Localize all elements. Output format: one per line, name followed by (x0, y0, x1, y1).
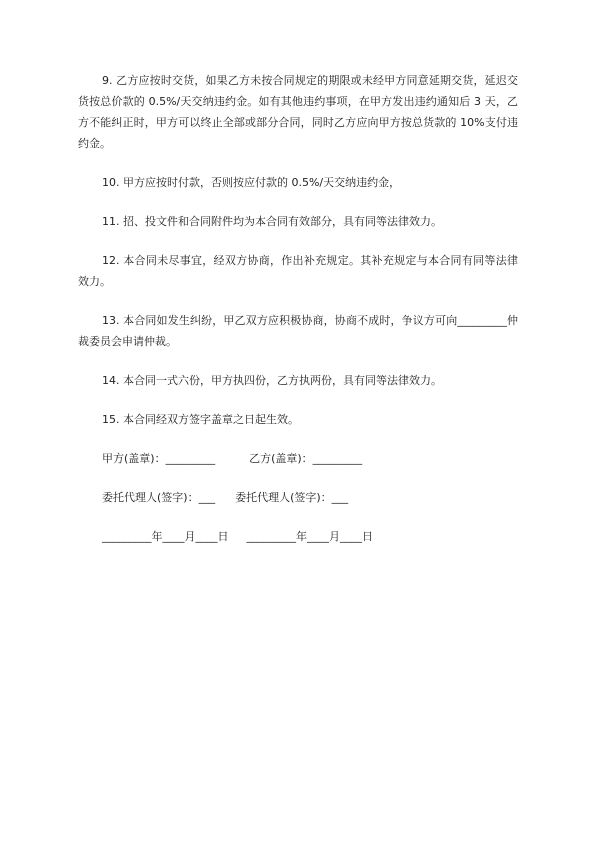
party-a-date: _________年____月____日 (102, 530, 229, 543)
spacer (78, 352, 518, 370)
spacer (78, 469, 518, 487)
date-row (78, 526, 518, 547)
spacer (78, 154, 518, 172)
clause-11: 11. 招、投文件和合同附件均为本合同有效部分，具有同等法律效力。 (102, 215, 442, 228)
party-b-date: _________年____月____日 (246, 530, 373, 543)
agent-row (78, 487, 518, 508)
clause-9: 9. 乙方应按时交货，如果乙方未按合同规定的期限或未经甲方同意延期交货，延迟交货按总价款的 0.5%/天交纳违约金。如有其他违约事项，在甲方发出违约通知后 3 天，乙方不能纠正时，甲方可以终止全部或部分合同，同时乙方应向甲方按总货款的 10%支付违约金。 (78, 74, 518, 150)
spacer (78, 193, 518, 211)
party-b-seal: 乙方(盖章)：_________ (249, 452, 363, 465)
party-b-agent: 委托代理人(签字)：___ (235, 491, 349, 504)
party-a-agent: 委托代理人(签字)：___ (102, 491, 216, 504)
clause-15: 15. 本合同经双方签字盖章之日起生效。 (102, 413, 299, 426)
spacer (78, 391, 518, 409)
clause-14: 14. 本合同一式六份，甲方执四份，乙方执两份，具有同等法律效力。 (102, 374, 442, 387)
spacer (78, 292, 518, 310)
spacer (78, 508, 518, 526)
clause-12: 12. 本合同未尽事宜，经双方协商，作出补充规定。其补充规定与本合同有同等法律效力。 (78, 254, 518, 288)
party-a-seal: 甲方(盖章)：_________ (102, 452, 216, 465)
clause-10: 10. 甲方应按时付款，否则按应付款的 0.5%/天交纳违约金， (102, 176, 401, 189)
clause-13: 13. 本合同如发生纠纷，甲乙双方应积极协商，协商不成时，争议方可向_________仲裁委员会申请仲裁。 (78, 314, 518, 348)
spacer (78, 232, 518, 250)
seal-row (78, 448, 518, 469)
spacer (78, 430, 518, 448)
contract-body (78, 70, 518, 547)
